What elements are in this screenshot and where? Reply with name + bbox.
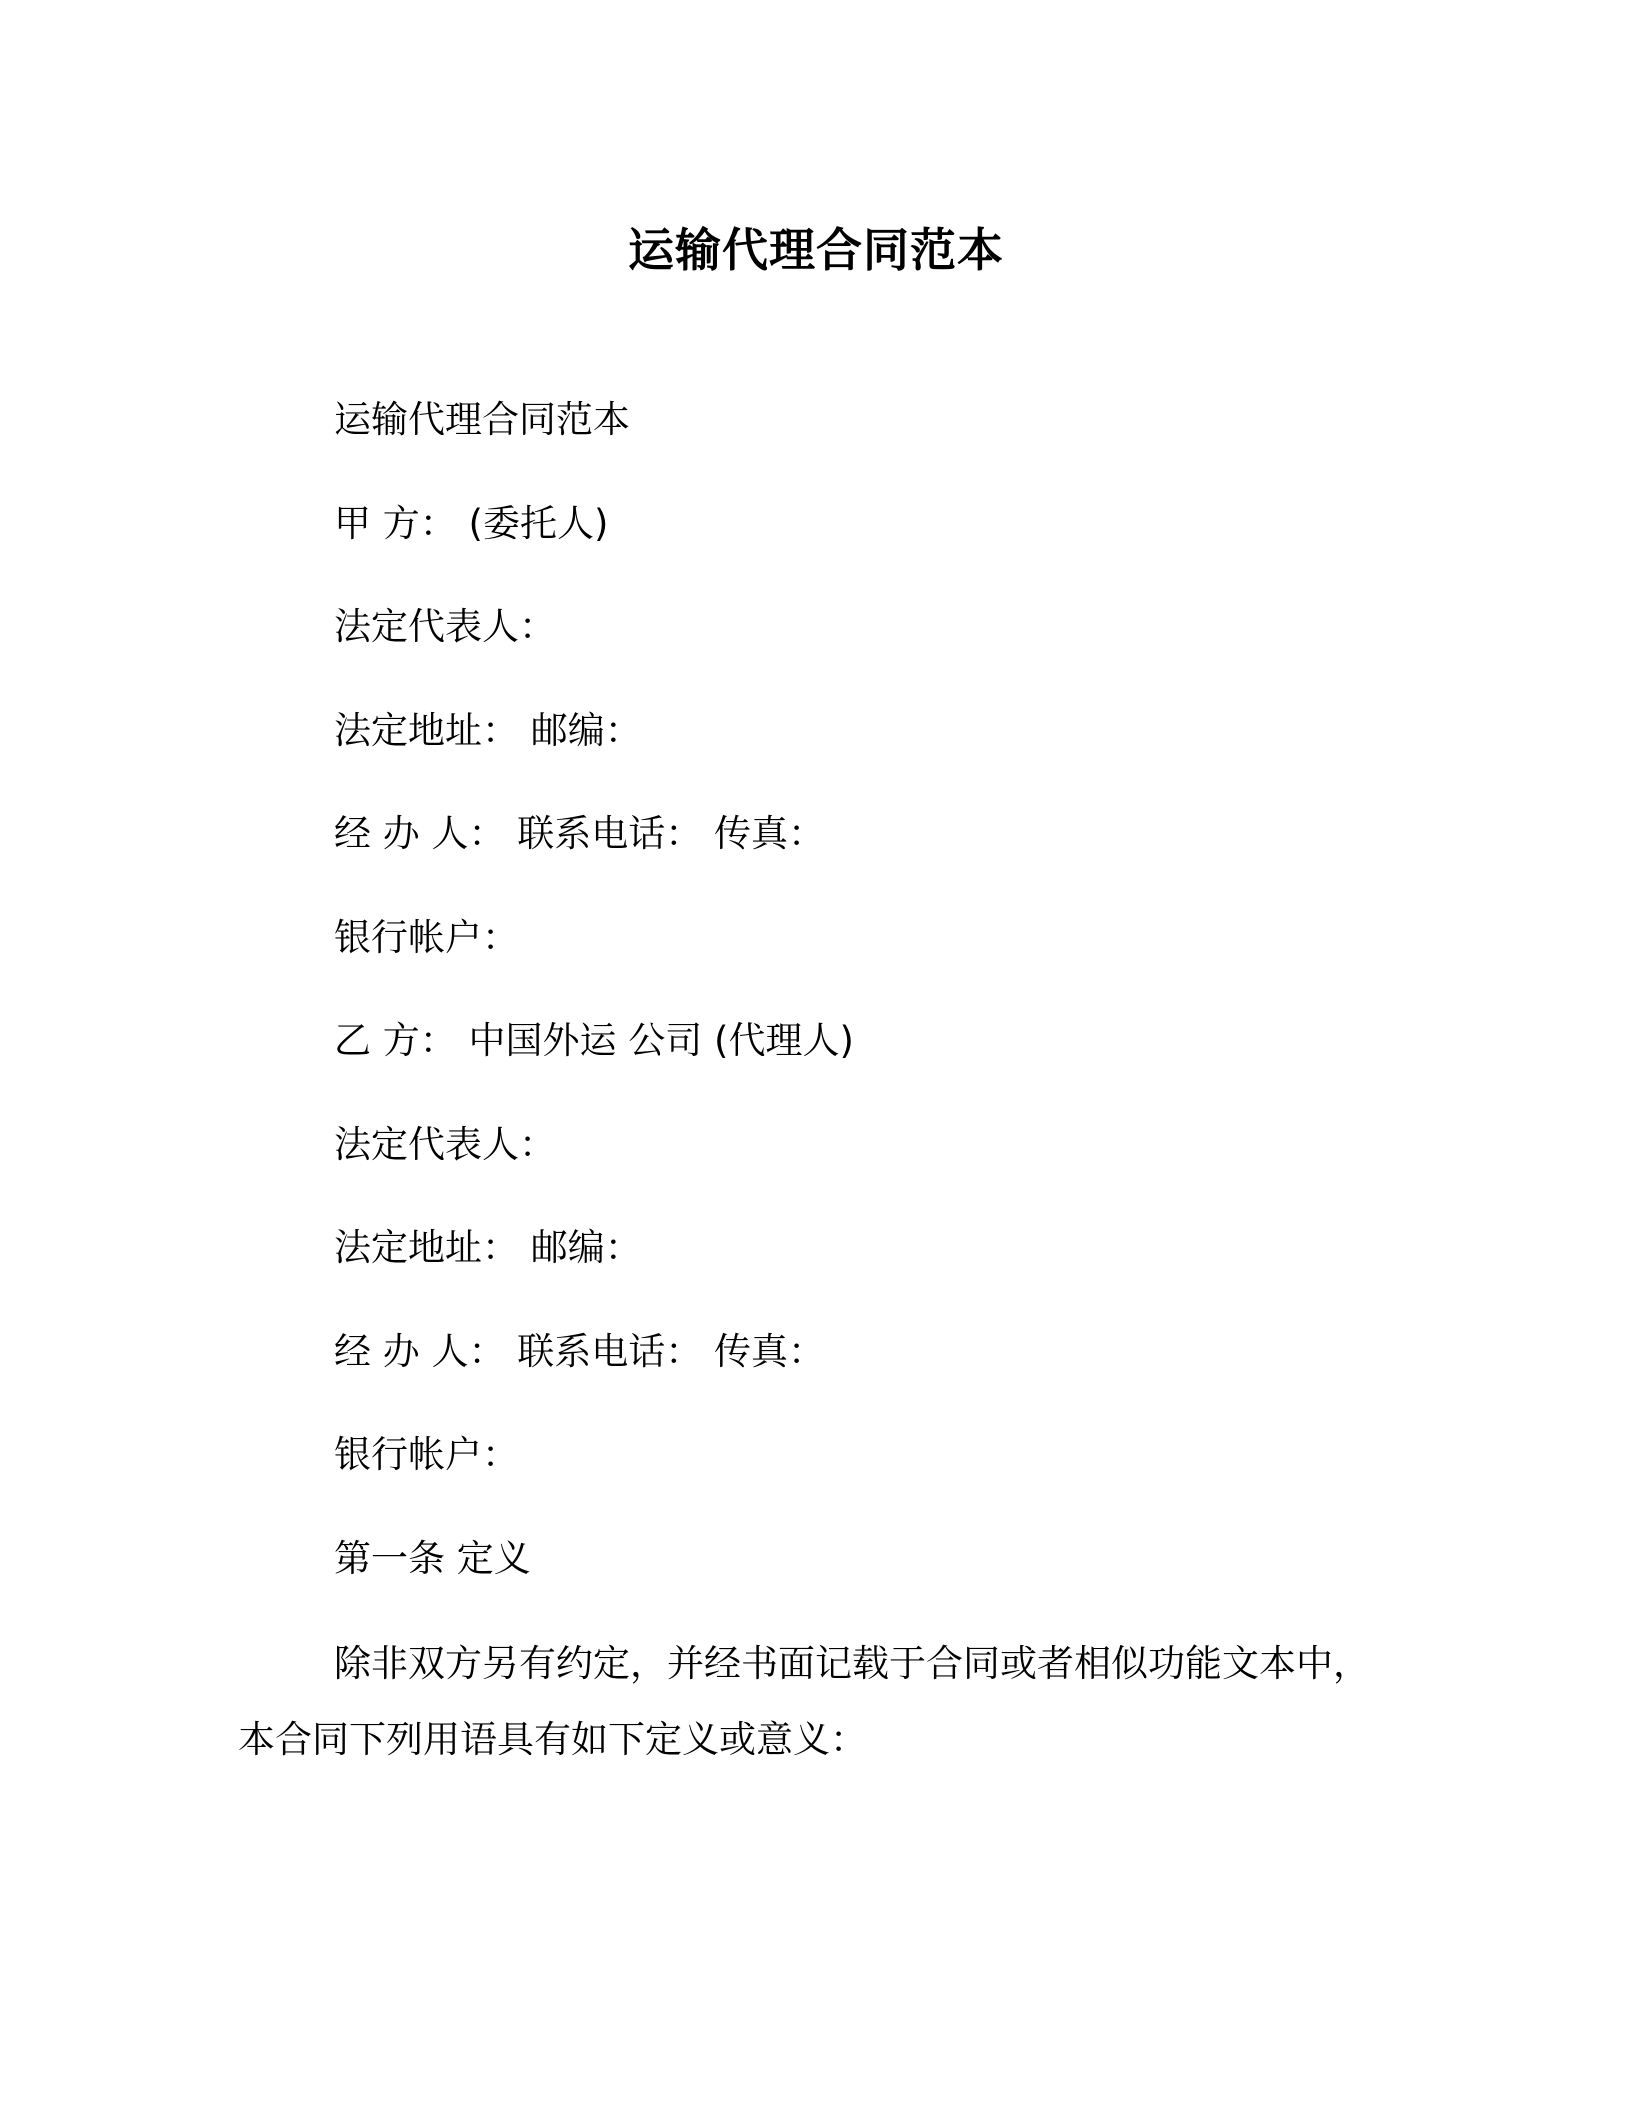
- party-a-legal-rep: 法定代表人：: [334, 605, 556, 648]
- definition-paragraph-line-1: 除非双方另有约定，并经书面记载于合同或者相似功能文本中，: [334, 1642, 1370, 1685]
- party-b-address: 法定地址： 邮编：: [334, 1226, 642, 1269]
- party-a-bank-account: 银行帐户：: [334, 916, 519, 959]
- party-b-legal-rep: 法定代表人：: [334, 1123, 556, 1166]
- article-one-heading: 第一条 定义: [334, 1537, 531, 1580]
- subtitle-line: 运输代理合同范本: [334, 398, 630, 441]
- party-a-contact: 经 办 人： 联系电话： 传真：: [334, 812, 826, 855]
- party-a-address: 法定地址： 邮编：: [334, 709, 642, 752]
- party-b-contact: 经 办 人： 联系电话： 传真：: [334, 1330, 826, 1373]
- definition-paragraph-line-2: 本合同下列用语具有如下定义或意义：: [238, 1718, 867, 1761]
- party-a-line: 甲 方： (委托人): [334, 502, 609, 545]
- party-b-line: 乙 方： 中国外运 公司 (代理人): [334, 1019, 854, 1062]
- party-b-bank-account: 银行帐户：: [334, 1433, 519, 1476]
- document-title: 运输代理合同范本: [628, 223, 1004, 277]
